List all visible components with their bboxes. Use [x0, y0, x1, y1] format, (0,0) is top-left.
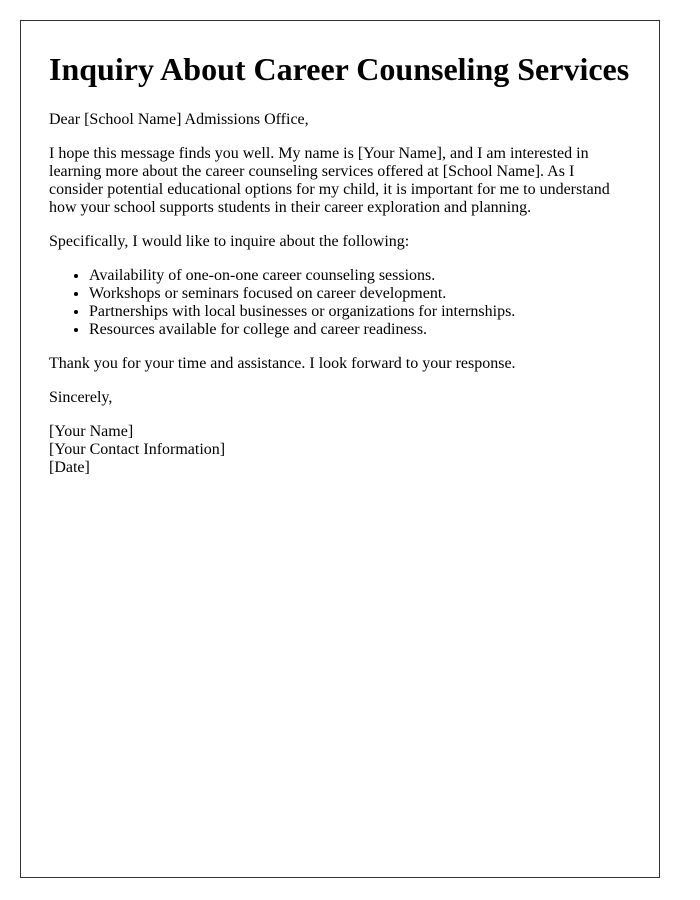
list-item: • Availability of one-on-one career counseling sessions.: [89, 267, 631, 285]
list-item: • Resources available for college and career readiness.: [89, 321, 631, 339]
intro-paragraph: I hope this message finds you well. My name is [Your Name], and I am interested in learning more about the career counseling services offered at [School Name]. As I consider potential educational options for my child, it is important for me to understand how your school supports students in their career exploration and planning.: [49, 145, 610, 216]
closing-paragraph: Thank you for your time and assistance. I look forward to your response.: [49, 355, 516, 372]
signature-name: [Your Name]: [49, 423, 134, 440]
list-item: • Workshops or seminars focused on career development.: [89, 285, 631, 303]
sign-off: Sincerely,: [49, 389, 113, 406]
list-intro: Specifically, I would like to inquire about the following:: [49, 233, 410, 250]
signature-date: [Date]: [49, 459, 90, 476]
signature-block: [49, 423, 631, 477]
letter-title: Inquiry About Career Counseling Services: [49, 51, 630, 87]
inquiry-list: [49, 267, 631, 339]
list-item: • Partnerships with local businesses or organizations for internships.: [89, 303, 631, 321]
salutation: Dear [School Name] Admissions Office,: [49, 111, 309, 128]
letter-page: [20, 20, 660, 878]
signature-contact: [Your Contact Information]: [49, 441, 226, 458]
